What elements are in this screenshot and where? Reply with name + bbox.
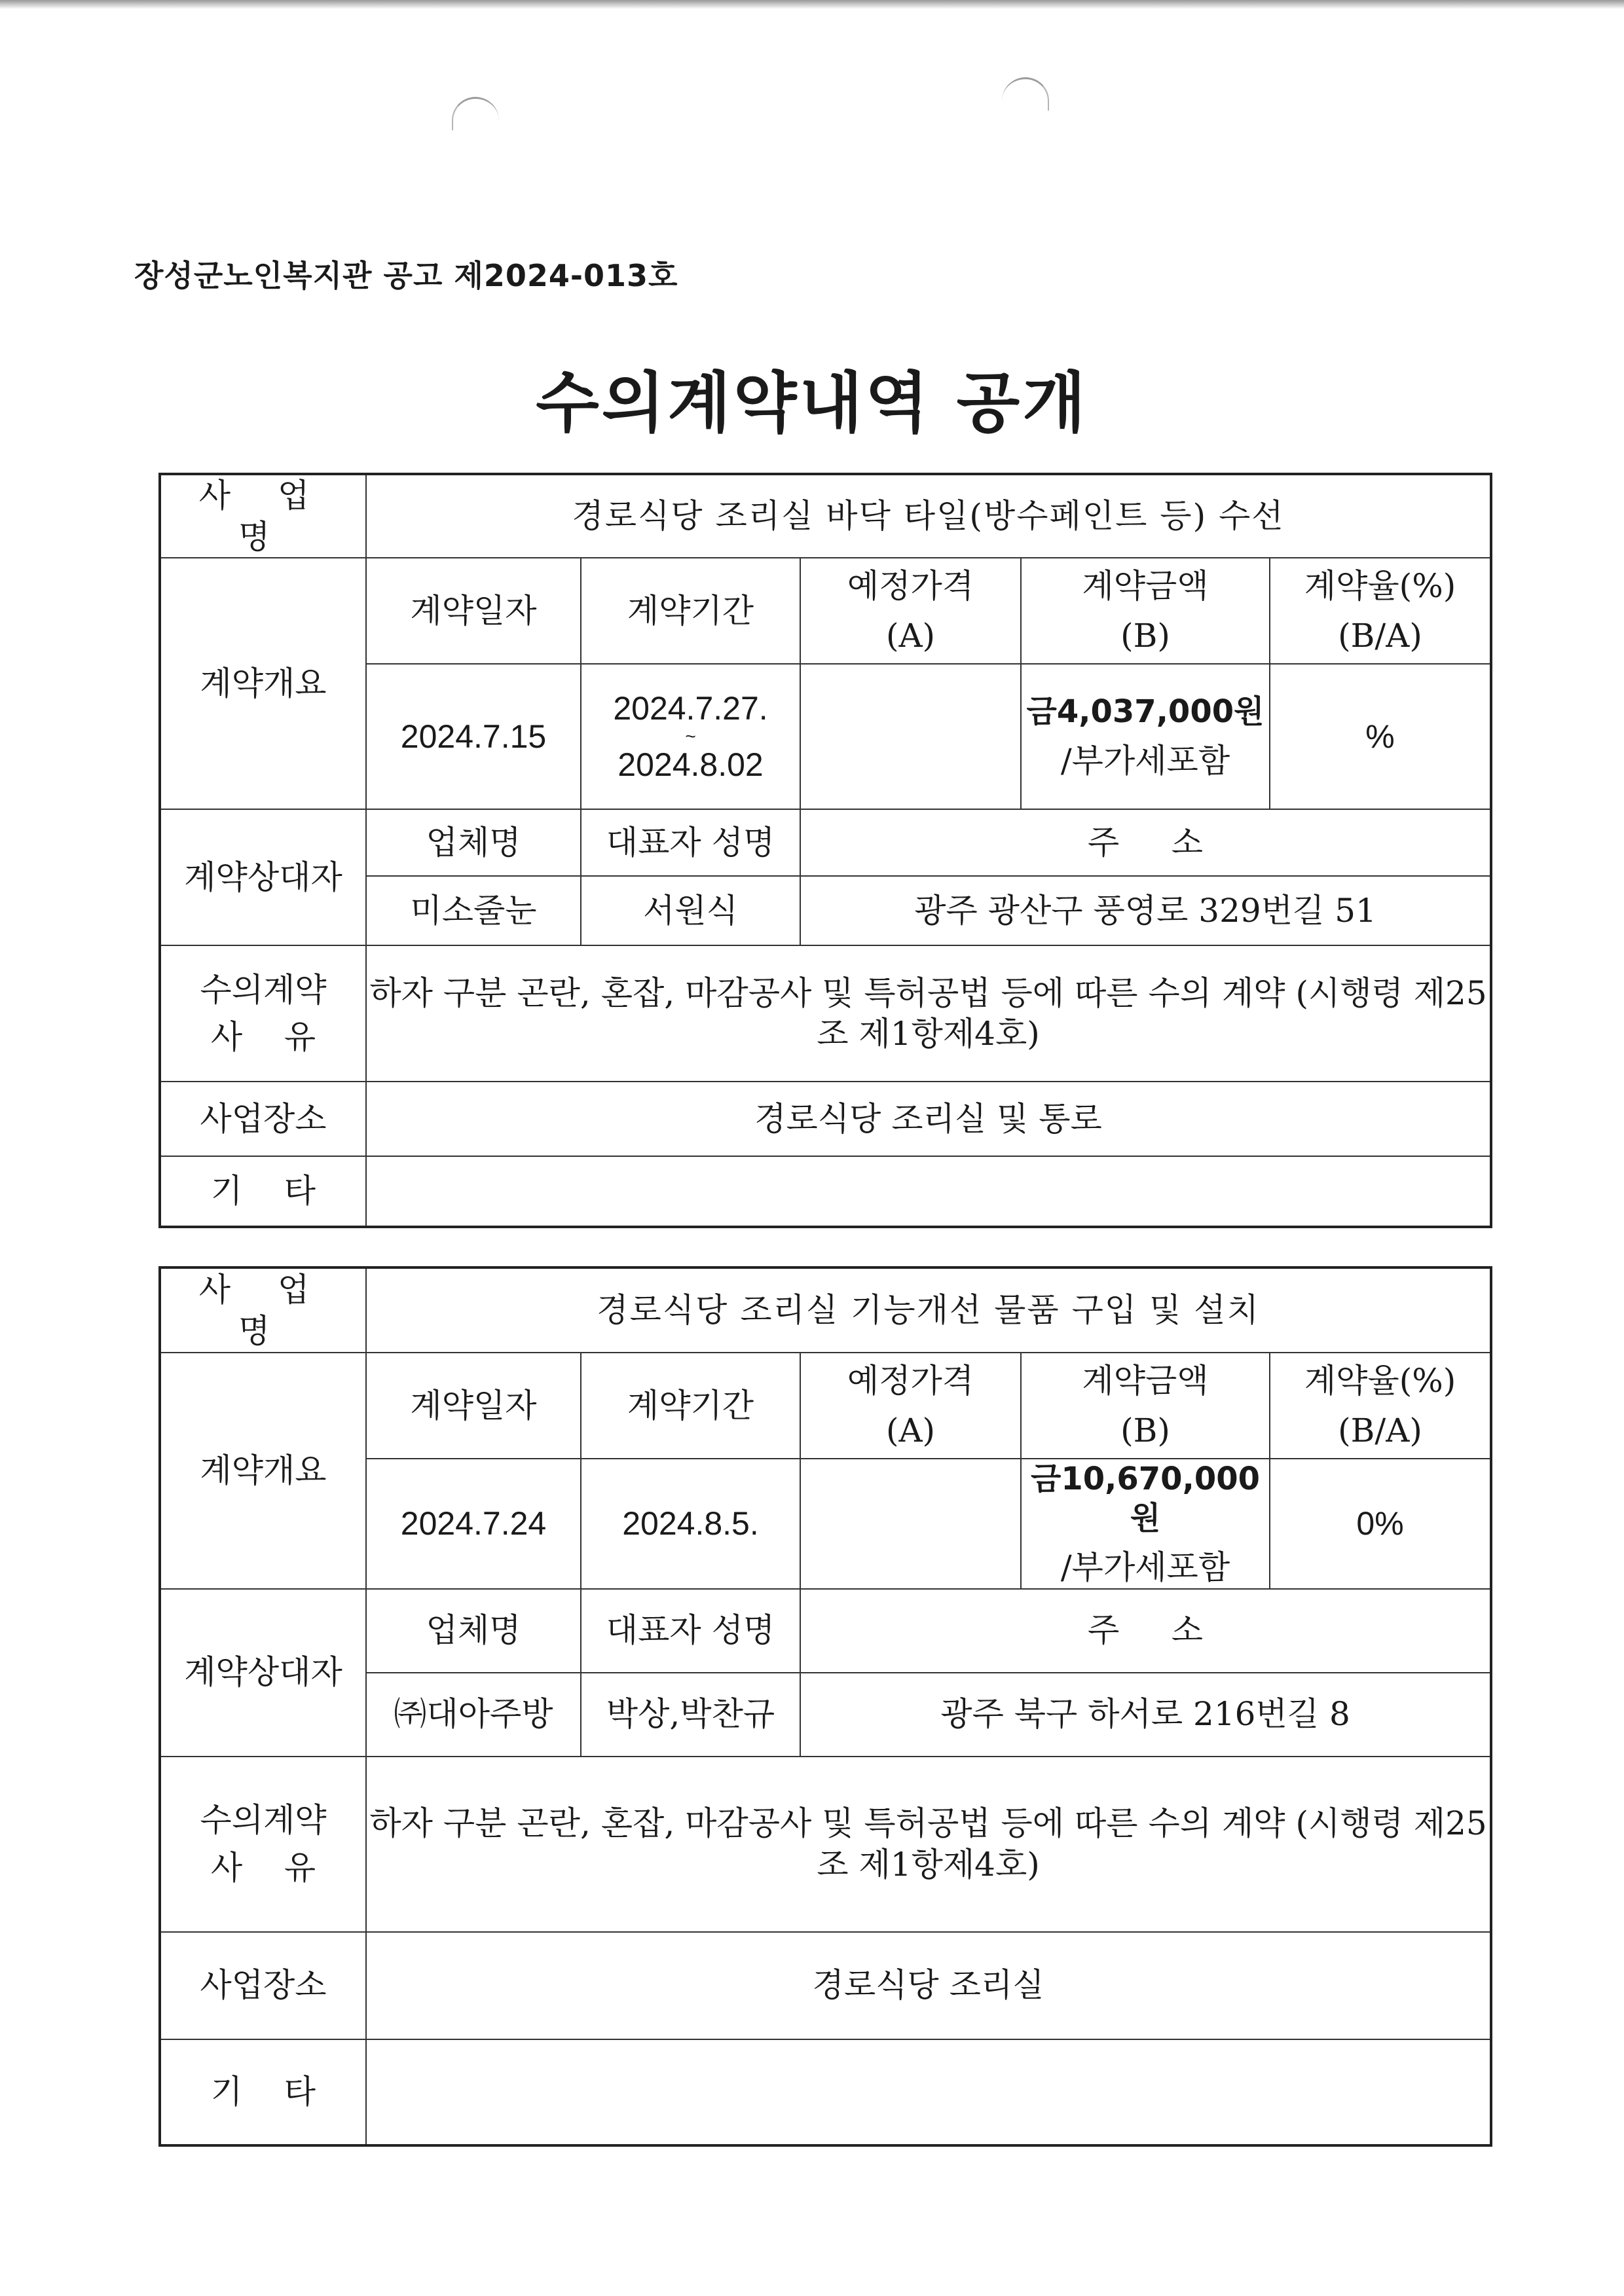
representative-value: 서원식 [581, 876, 800, 945]
counterparty-label: 계약상대자 [160, 809, 366, 945]
contract-rate-header: 계약율(%) (B/A) [1270, 558, 1491, 664]
contract-amount-header: 계약금액 (B) [1021, 558, 1270, 664]
representative-header: 대표자 성명 [581, 809, 800, 876]
contract-period-header: 계약기간 [581, 558, 800, 664]
contract-date-value: 2024.7.15 [366, 664, 581, 809]
contract-period-value: 2024.8.5. [581, 1459, 800, 1589]
etc-label: 기 타 [160, 1156, 366, 1227]
estimated-price-header: 예정가격 (A) [800, 1353, 1021, 1459]
etc-label: 기 타 [160, 2039, 366, 2145]
address-value: 광주 광산구 풍영로 329번길 51 [800, 876, 1491, 945]
etc-value [366, 1156, 1491, 1227]
company-name-value: ㈜대아주방 [366, 1673, 581, 1757]
reason-value: 하자 구분 곤란, 혼잡, 마감공사 및 특허공법 등에 따른 수의 계약 (시행령 제25조 제1항제4호) [366, 1757, 1491, 1932]
punch-hole-mark [452, 97, 499, 130]
address-value: 광주 북구 하서로 216번길 8 [800, 1673, 1491, 1757]
contract-period-header: 계약기간 [581, 1353, 800, 1459]
contract-date-header: 계약일자 [366, 1353, 581, 1459]
estimated-price-header: 예정가격 (A) [800, 558, 1021, 664]
project-name-label: 사 업 명 [160, 474, 366, 558]
site-label: 사업장소 [160, 1082, 366, 1156]
contract-date-header: 계약일자 [366, 558, 581, 664]
counterparty-label: 계약상대자 [160, 1589, 366, 1757]
address-header: 주 소 [800, 809, 1491, 876]
contract-amount-value: 금4,037,000원 /부가세포함 [1021, 664, 1270, 809]
site-value: 경로식당 조리실 및 통로 [366, 1082, 1491, 1156]
site-label: 사업장소 [160, 1932, 366, 2039]
address-header: 주 소 [800, 1589, 1491, 1673]
announcement-number: 장성군노인복지관 공고 제2024-013호 [134, 258, 678, 293]
contract-amount-header: 계약금액 (B) [1021, 1353, 1270, 1459]
project-name-value: 경로식당 조리실 바닥 타일(방수페인트 등) 수선 [366, 474, 1491, 558]
company-name-value: 미소줄눈 [366, 876, 581, 945]
representative-header: 대표자 성명 [581, 1589, 800, 1673]
scan-edge [0, 0, 1624, 9]
contract-rate-value: % [1270, 664, 1491, 809]
contract-table-1 [158, 473, 1492, 1228]
contract-rate-header: 계약율(%) (B/A) [1270, 1353, 1491, 1459]
reason-value: 하자 구분 곤란, 혼잡, 마감공사 및 특허공법 등에 따른 수의 계약 (시행령 제25조 제1항제4호) [366, 945, 1491, 1082]
estimated-price-value [800, 1459, 1021, 1589]
contract-rate-value: 0% [1270, 1459, 1491, 1589]
project-name-value: 경로식당 조리실 기능개선 물품 구입 및 설치 [366, 1267, 1491, 1353]
summary-label: 계약개요 [160, 1353, 366, 1589]
estimated-price-value [800, 664, 1021, 809]
site-value: 경로식당 조리실 [366, 1932, 1491, 2039]
etc-value [366, 2039, 1491, 2145]
contract-amount-value: 금10,670,000원 /부가세포함 [1021, 1459, 1270, 1589]
document-title: 수의계약내역 공개 [536, 365, 1088, 441]
summary-label: 계약개요 [160, 558, 366, 809]
project-name-label: 사 업 명 [160, 1267, 366, 1353]
punch-hole-mark [1002, 77, 1049, 111]
reason-label: 수의계약 사 유 [160, 945, 366, 1082]
contract-table-2 [158, 1266, 1492, 2147]
contract-date-value: 2024.7.24 [366, 1459, 581, 1589]
representative-value: 박상,박찬규 [581, 1673, 800, 1757]
reason-label: 수의계약 사 유 [160, 1757, 366, 1932]
company-name-header: 업체명 [366, 1589, 581, 1673]
company-name-header: 업체명 [366, 809, 581, 876]
contract-period-value: 2024.7.27. ~ 2024.8.02 [581, 664, 800, 809]
